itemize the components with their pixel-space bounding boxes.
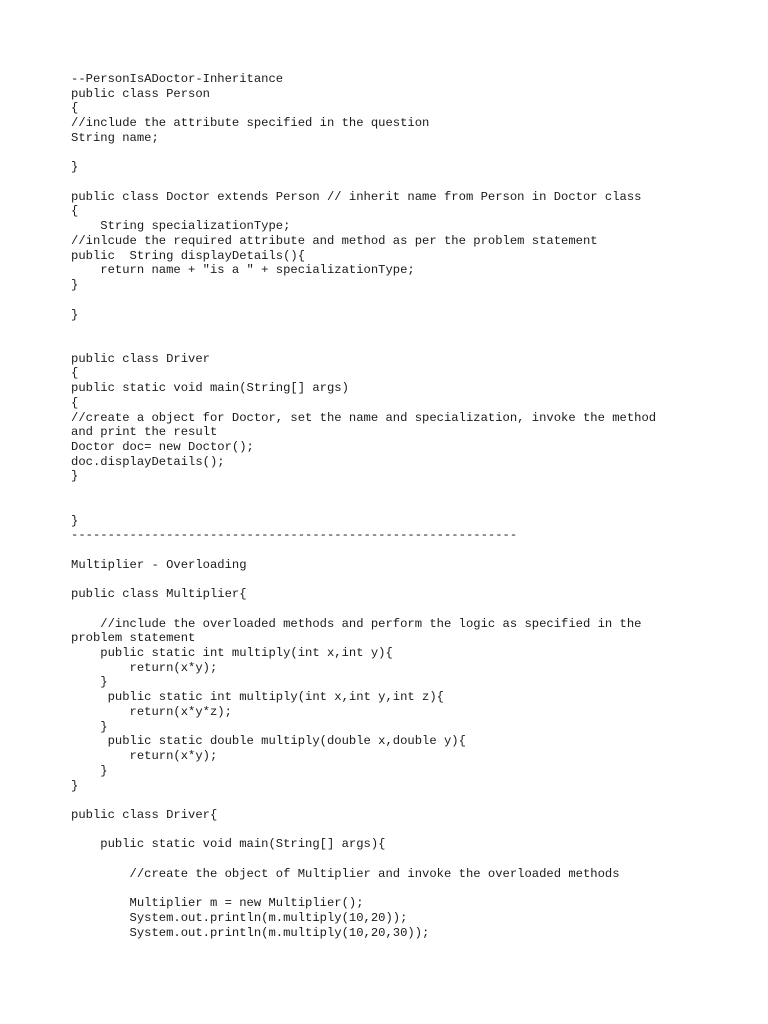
code-line: } — [71, 675, 108, 690]
code-line: return(x*y); — [71, 660, 218, 675]
code-line: } — [71, 778, 79, 793]
code-line — [71, 572, 731, 587]
code-line: //create a object for Doctor, set the name and specialization, invoke the method — [71, 410, 657, 425]
code-line — [71, 793, 731, 808]
code-line: public class Multiplier{ — [71, 587, 247, 602]
code-line: --PersonIsADoctor-Inheritance — [71, 72, 284, 86]
code-line — [71, 543, 731, 558]
code-line: public class Doctor extends Person // inherit name from Person in Doctor class — [71, 189, 642, 204]
code-line — [71, 882, 731, 897]
code-line — [71, 337, 731, 352]
code-line: and print the result — [71, 425, 218, 440]
code-line: } — [71, 278, 79, 293]
code-line: public static int multiply(int x,int y){ — [71, 646, 393, 661]
code-line — [71, 175, 731, 190]
code-line: } — [71, 513, 79, 528]
code-document — [71, 72, 731, 940]
code-line: public String displayDetails(){ — [71, 248, 306, 263]
code-line: } — [71, 719, 108, 734]
code-line — [71, 823, 731, 838]
code-line — [71, 602, 731, 617]
code-line: //include the overloaded methods and perform the logic as specified in the — [71, 616, 642, 631]
code-line — [71, 293, 731, 308]
code-line: { — [71, 395, 79, 410]
code-line: problem statement — [71, 631, 196, 646]
code-line: return name + "is a " + specializationType; — [71, 263, 415, 278]
code-line: return(x*y*z); — [71, 704, 232, 719]
code-line: //create the object of Multiplier and invoke the overloaded methods — [71, 866, 620, 881]
code-line: System.out.println(m.multiply(10,20)); — [71, 910, 408, 925]
code-line: public class Person — [71, 86, 210, 101]
code-line: { — [71, 101, 79, 116]
code-line: //inlcude the required attribute and method as per the problem statement — [71, 233, 598, 248]
code-line: { — [71, 366, 79, 381]
code-line: return(x*y); — [71, 749, 218, 764]
code-line: Multiplier m = new Multiplier(); — [71, 896, 364, 911]
code-line: Multiplier - Overloading — [71, 557, 247, 572]
code-line: public static void main(String[] args) — [71, 381, 349, 396]
code-line: public class Driver — [71, 351, 210, 366]
code-line: public static int multiply(int x,int y,int z){ — [71, 690, 444, 705]
code-line: } — [71, 763, 108, 778]
code-line: public class Driver{ — [71, 807, 218, 822]
code-line: System.out.println(m.multiply(10,20,30)); — [71, 925, 430, 940]
code-line: public static void main(String[] args){ — [71, 837, 386, 852]
code-line: } — [71, 307, 79, 322]
code-line: String specializationType; — [71, 219, 291, 234]
code-line: public static double multiply(double x,double y){ — [71, 734, 466, 749]
code-line — [71, 484, 731, 499]
code-line — [71, 322, 731, 337]
code-line — [71, 852, 731, 867]
code-line — [71, 499, 731, 514]
code-line: Doctor doc= new Doctor(); — [71, 439, 254, 454]
code-line: } — [71, 469, 79, 484]
code-line: doc.displayDetails(); — [71, 454, 225, 469]
code-line: ------------------------------------------------------------- — [71, 528, 518, 543]
code-line: String name; — [71, 130, 159, 145]
code-line: } — [71, 160, 79, 175]
code-line — [71, 146, 731, 161]
code-line: { — [71, 204, 79, 219]
code-line: //include the attribute specified in the question — [71, 116, 430, 131]
